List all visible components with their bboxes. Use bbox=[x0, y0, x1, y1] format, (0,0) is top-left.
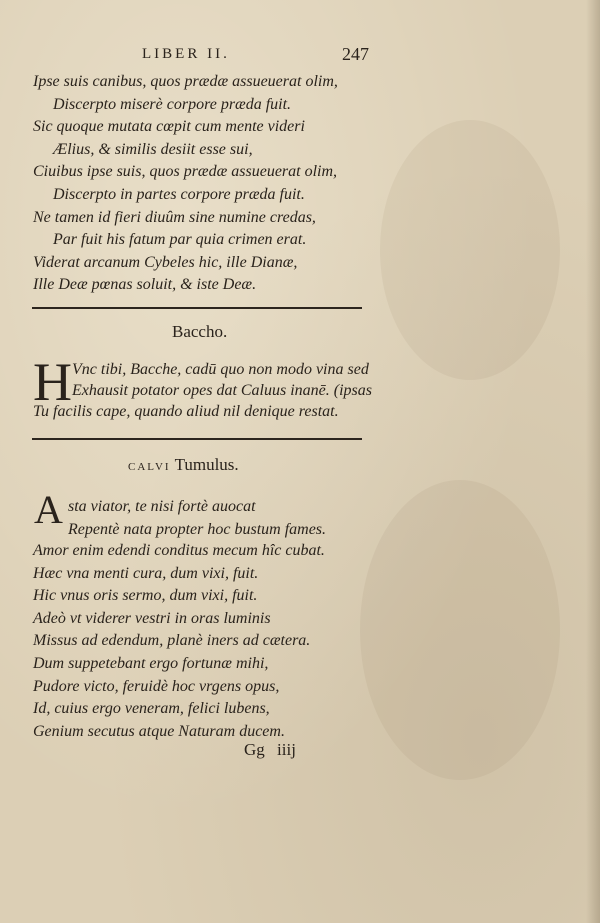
verse-line: Par fuit his fatum par quia crimen erat. bbox=[53, 231, 307, 249]
verse-line: Sic quoque mutata cœpit cum mente videri bbox=[33, 118, 305, 136]
verse-line: Discerpto in partes corpore præda fuit. bbox=[53, 185, 305, 203]
verse-line: Hic vnus oris sermo, dum vixi, fuit. bbox=[33, 587, 258, 605]
verse-line: sta viator, te nisi fortè auocat bbox=[68, 498, 256, 515]
section-title-baccho: Baccho. bbox=[172, 322, 228, 341]
epigram-baccho bbox=[72, 359, 372, 401]
verse-line: Dum suppetebant ergo fortunæ mihi, bbox=[33, 654, 269, 672]
verse-line: Ciuibus ipse suis, quos prædæ assueuerat olim, bbox=[33, 163, 338, 181]
epitaph-calvi bbox=[33, 540, 325, 743]
epitaph-calvi-opening bbox=[68, 496, 326, 541]
page-edge-shadow bbox=[586, 0, 600, 923]
paper-stain bbox=[380, 120, 560, 380]
verse-line: Discerpto miserè corpore præda fuit. bbox=[53, 95, 292, 113]
page-number: 247 bbox=[342, 44, 369, 64]
verse-line: Viderat arcanum Cybeles hic, ille Dianæ, bbox=[33, 253, 298, 271]
section-divider bbox=[32, 438, 362, 440]
drop-cap: H bbox=[33, 352, 72, 412]
paper-stain bbox=[360, 480, 560, 780]
drop-cap: A bbox=[34, 487, 63, 532]
poem-top bbox=[33, 71, 338, 297]
running-head: LIBER II. bbox=[142, 46, 230, 62]
verse-line: Id, cuius ergo veneram, felici lubens, bbox=[33, 700, 270, 718]
verse-line: Repentè nata propter hoc bustum fames. bbox=[68, 520, 327, 538]
verse-line: Adeò vt viderer vestri in oras luminis bbox=[33, 609, 271, 627]
verse-line: Amor enim edendi conditus mecum hîc cubat. bbox=[33, 542, 325, 559]
section-title-calvi bbox=[128, 455, 239, 475]
verse-line: Ne tamen id fieri diuûm sine numine credas, bbox=[33, 208, 316, 226]
verse-line: Missus ad edendum, planè iners ad cætera. bbox=[33, 632, 311, 650]
verse-line: Ipse suis canibus, quos prædæ assueuerat olim, bbox=[33, 73, 338, 90]
verse-line: Vnc tibi, Bacche, cadū quo non modo vina sed bbox=[72, 361, 369, 378]
verse-line: Tu facilis cape, quando aliud nil denique restat. bbox=[33, 403, 339, 420]
section-divider bbox=[32, 307, 362, 309]
title-rest: Tumulus. bbox=[174, 455, 239, 474]
signature-catchword: Gg iiij bbox=[244, 740, 296, 759]
page-header bbox=[0, 46, 600, 70]
verse-line: Genium secutus atque Naturam ducem. bbox=[33, 722, 285, 740]
title-smallcaps: calvi bbox=[128, 458, 171, 474]
verse-line: Ælius, & similis desiit esse sui, bbox=[53, 140, 253, 158]
epigram-baccho-last-line bbox=[33, 401, 339, 424]
verse-line: Exhausit potator opes dat Caluus inanē. (ipsas bbox=[72, 382, 372, 399]
verse-line: Ille Deæ pœnas soluit, & iste Deæ. bbox=[33, 276, 257, 294]
verse-line: Hæc vna menti cura, dum vixi, fuit. bbox=[33, 564, 259, 582]
verse-line: Pudore victo, feruidè hoc vrgens opus, bbox=[33, 677, 280, 695]
